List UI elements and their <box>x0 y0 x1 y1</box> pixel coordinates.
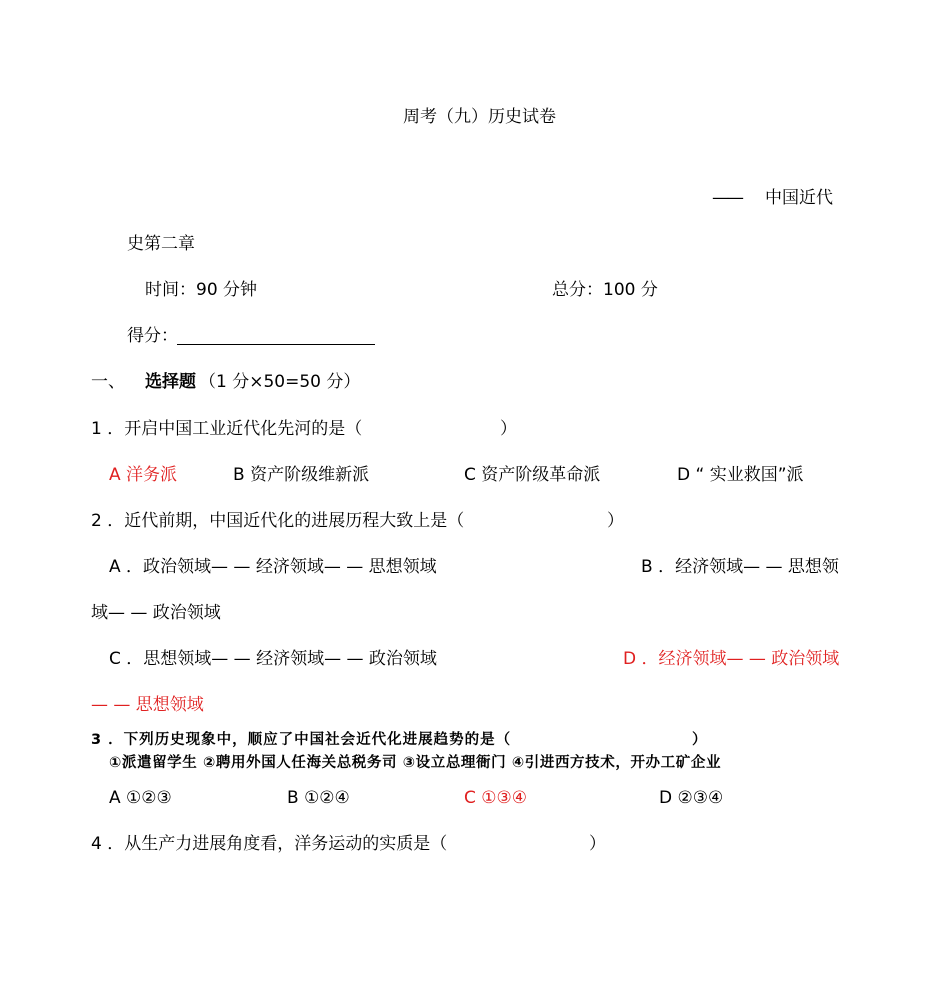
exam-total: 总分：100 分 <box>552 280 658 300</box>
subtitle-part2: 史第二章 <box>127 234 195 254</box>
score-blank <box>177 344 375 345</box>
page-title: 周考（九）历史试卷 <box>403 107 556 127</box>
score-label: 得分： <box>127 326 178 346</box>
q1-option-d: D “ 实业救国”派 <box>677 465 804 485</box>
q1-option-a: A 洋务派 <box>109 465 178 485</box>
section-note: （1 分×50=50 分） <box>199 372 361 392</box>
subtitle-part1: 中国近代 <box>765 188 833 208</box>
q4-close: ） <box>589 834 606 854</box>
q2-option-d-cont: — — 思想领域 <box>91 695 204 715</box>
section-title: 选择题 <box>145 372 196 392</box>
q1-option-b: B 资产阶级维新派 <box>233 465 370 485</box>
subtitle-dash: —— <box>712 188 742 208</box>
q2-option-a: A ．政治领域— — 经济领域— — 思想领域 <box>109 557 437 577</box>
q2-option-b-cont: 域— — 政治领域 <box>91 603 221 623</box>
q3-stem: 3 ．下列历史现象中，顺应了中国社会近代化进展趋势的是（ <box>91 732 512 748</box>
q1-close: ） <box>500 419 517 439</box>
q3-option-c: C ①③④ <box>464 788 527 808</box>
exam-time: 时间：90 分钟 <box>145 280 258 300</box>
q2-stem: 2 ．近代前期，中国近代化的进展历程大致上是（ <box>91 511 465 531</box>
q2-close: ） <box>607 511 624 531</box>
section-number: 一、 <box>91 372 125 392</box>
q1-stem: 1 ．开启中国工业近代化先河的是（ <box>91 419 363 439</box>
q2-option-d: D ．经济领域— — 政治领域 <box>623 649 840 669</box>
q3-close: ） <box>692 732 708 748</box>
q1-option-c: C 资产阶级革命派 <box>464 465 601 485</box>
q3-option-a: A ①②③ <box>109 788 172 808</box>
q3-items: ①派遣留学生 ②聘用外国人任海关总税务司 ③设立总理衙门 ④引进西方技术，开办工矿企业 <box>109 755 722 771</box>
q3-option-d: D ②③④ <box>659 788 724 808</box>
q2-option-c: C ．思想领域— — 经济领域— — 政治领域 <box>109 649 437 669</box>
q4-stem: 4 ．从生产力进展角度看，洋务运动的实质是（ <box>91 834 448 854</box>
q3-option-b: B ①②④ <box>287 788 350 808</box>
q2-option-b: B ．经济领域— — 思想领 <box>641 557 839 577</box>
